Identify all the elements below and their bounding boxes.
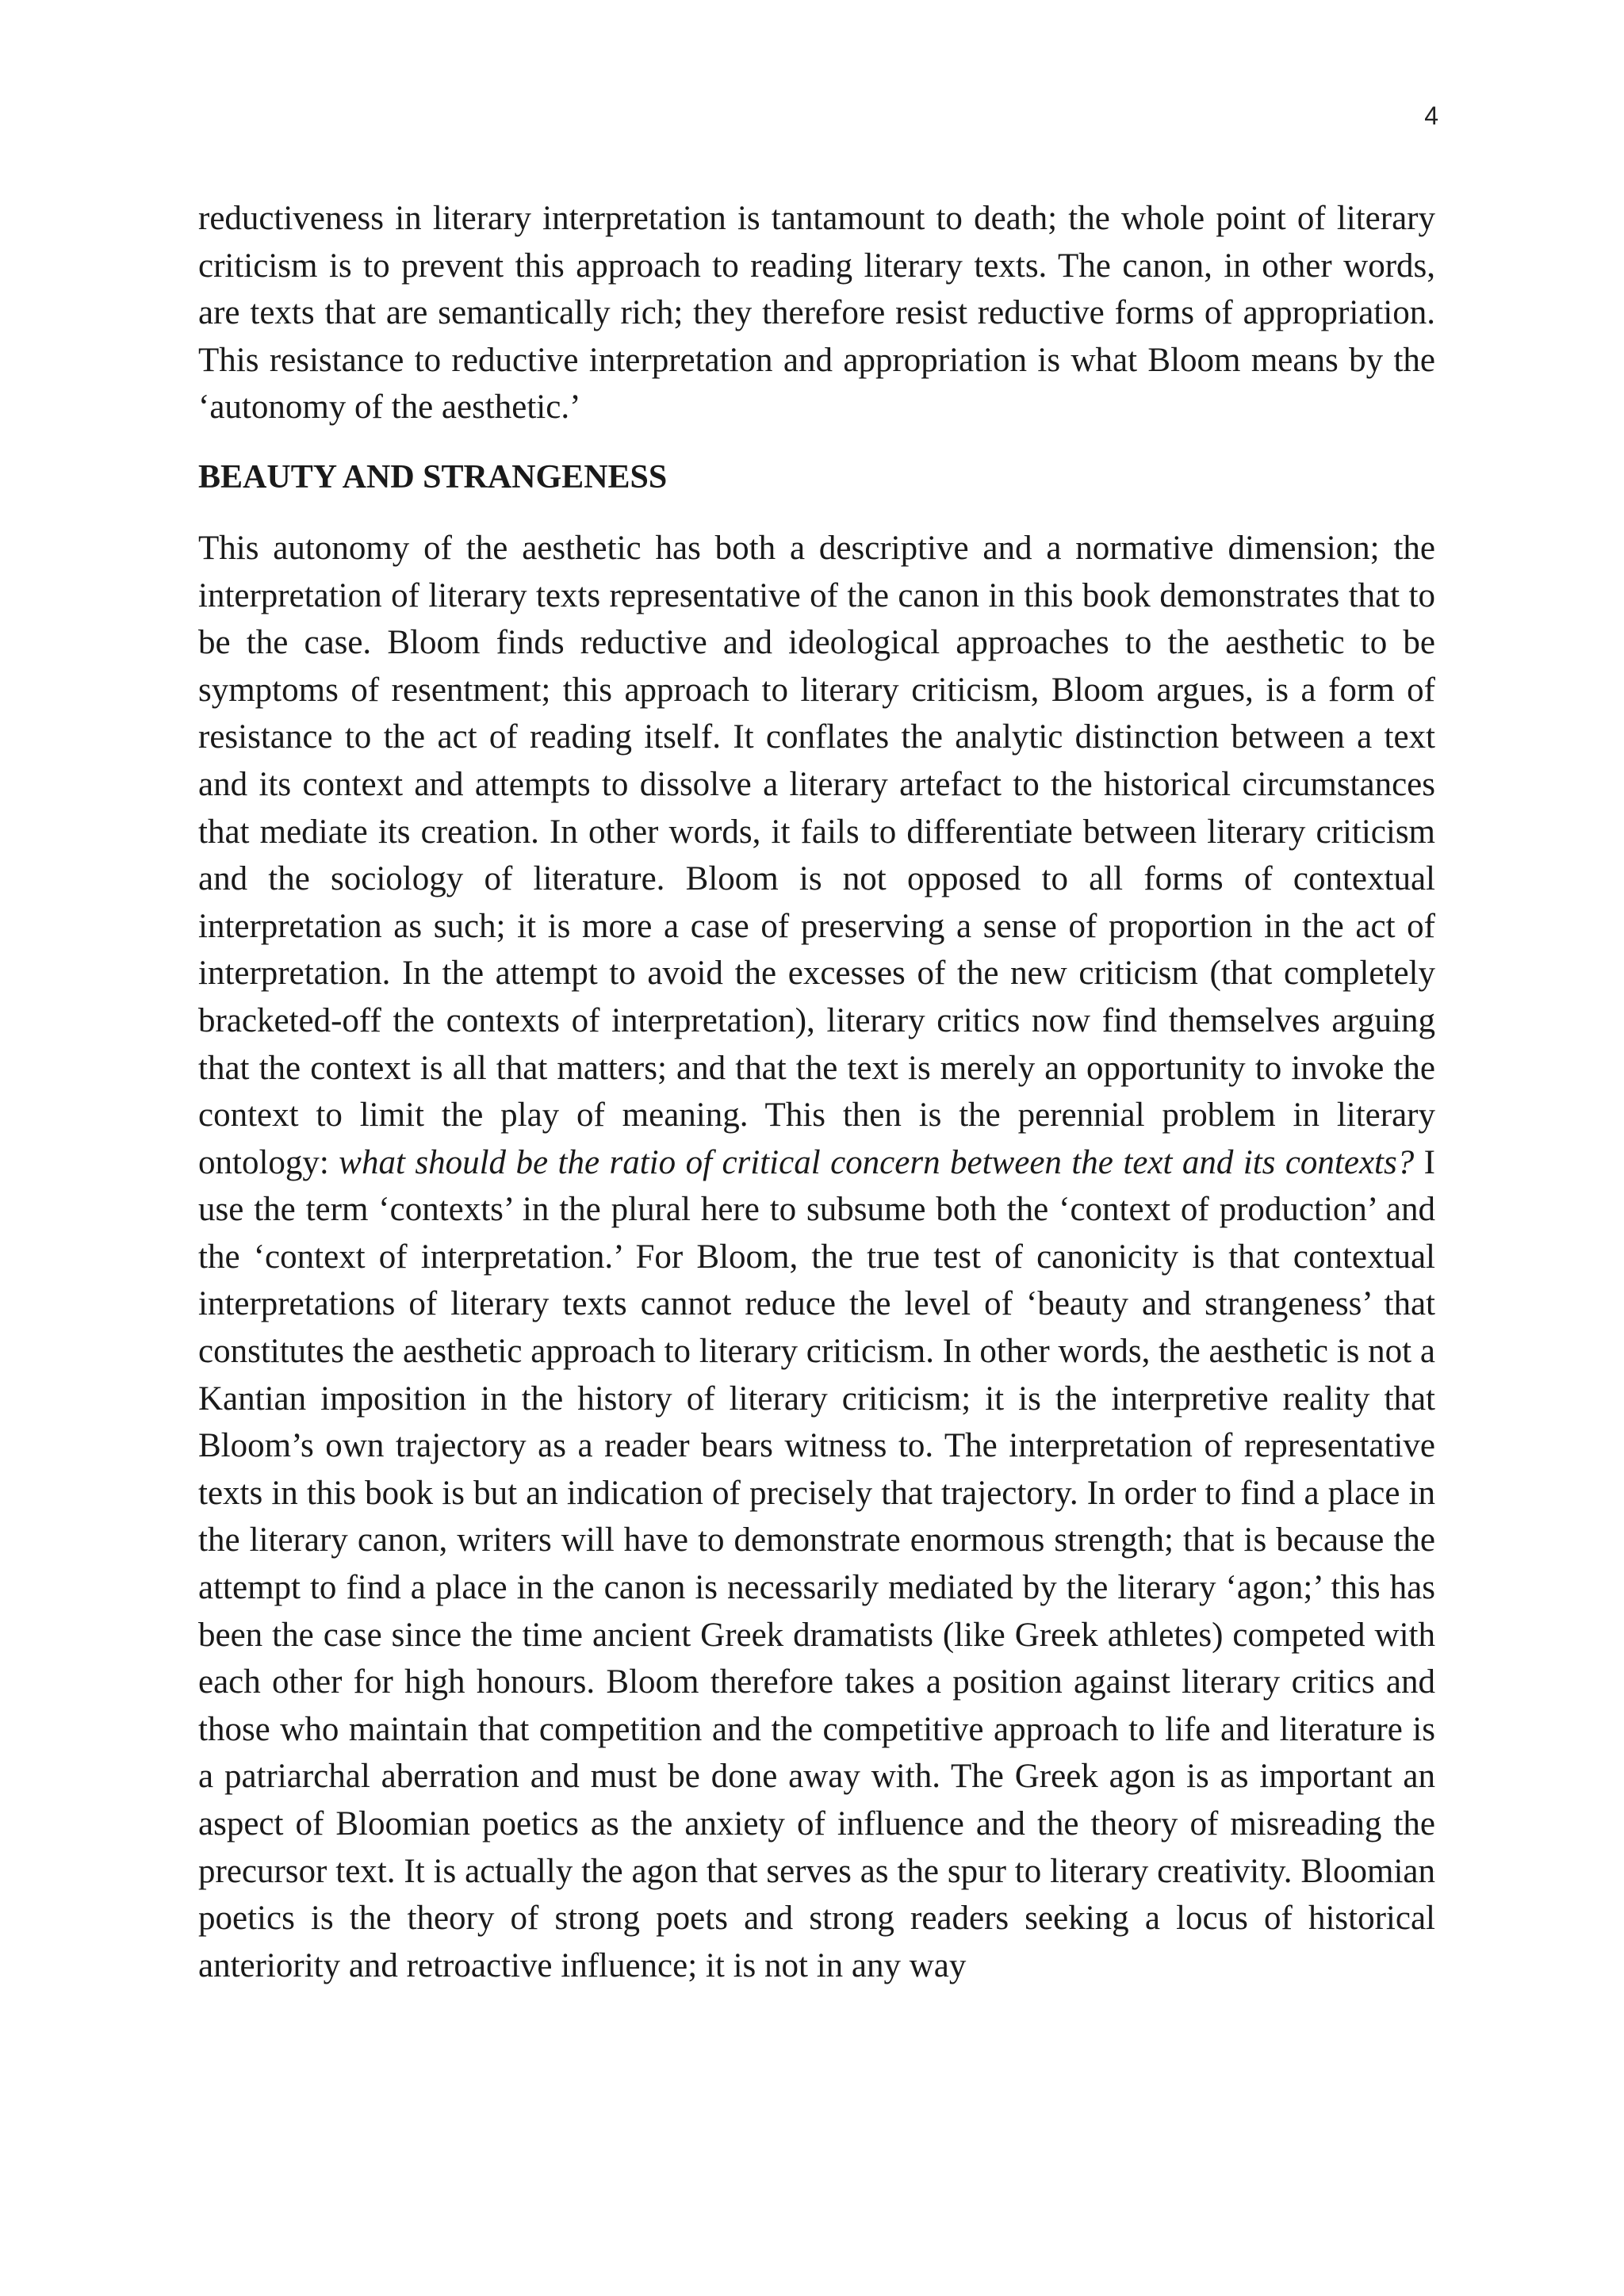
paragraph-continued: reductiveness in literary interpretation is tantamount to death; the whole point of literary criticism is to prevent this approach to reading literary texts. The canon, in other words, are texts that are semantically rich; they therefore resist reductive forms of appropriation. This resistance to reductive interpretation and appropriation is what Bloom means by the ‘autonomy of the aesthetic.’ <box>198 200 1435 427</box>
paragraph-text-start: This autonomy of the aesthetic has both a descriptive and a normative dimension; the interpretation of literary texts representative of the canon in this book demonstrates that to be the case. Bloom finds reductive and ideological approaches to the aesthetic to be symptoms of resentment; this approach to literary criticism, Bloom argues, is a form of resistance to the act of reading itself. It conflates the analytic distinction between a text and its context and attempts to dissolve a literary artefact to the historical circumstances that mediate its creation. In other words, it fails to differentiate between literary criticism and the sociology of literature. Bloom is not opposed to all forms of contextual interpretation as such; it is more a case of preserving a sense of proportion in the act of interpretation. In the attempt to avoid the excesses of the new criticism (that completely bracketed-off the contexts of interpretation), literary critics now find themselves arguing that the context is all that matters; and that the text is merely an opportunity to invoke the context to limit the play of meaning. This then is the perennial problem in literary ontology: <box>198 529 1435 1181</box>
page-content <box>198 195 1435 1989</box>
paragraph-text-end: I use the term ‘contexts’ in the plural here to subsume both the ‘context of production’ and the ‘context of interpretation.’ For Bloom, the true test of canonicity is that contextual interpretations of literary texts cannot reduce the level of ‘beauty and strangeness’ that constitutes the aesthetic approach to literary criticism. In other words, the aesthetic is not a Kantian imposition in the history of literary criticism; it is the interpretive reality that Bloom’s own trajectory as a reader bears witness to. The interpretation of representative texts in this book is but an indication of precisely that trajectory. In order to find a place in the literary canon, writers will have to demonstrate enormous strength; that is because the attempt to find a place in the canon is necessarily mediated by the literary ‘agon;’ this has been the case since the time ancient Greek dramatists (like Greek athletes) competed with each other for high honours. Bloom therefore takes a position against literary critics and those who maintain that competition and the competitive approach to life and literature is a patriarchal aberration and must be done away with. The Greek agon is as important an aspect of Bloomian poetics as the anxiety of influence and the theory of misreading the precursor text. It is actually the agon that serves as the spur to literary creativity. Bloomian poetics is the theory of strong poets and strong readers seeking a locus of historical anteriority and retroactive influence; it is not in any way <box>198 1143 1435 1984</box>
section-heading: BEAUTY AND STRANGENESS <box>198 458 668 496</box>
page-number: 4 <box>1424 101 1438 130</box>
paragraph-beauty-and-strangeness <box>198 525 1435 1989</box>
italic-question: what should be the ratio of critical concern between the text and its contexts? <box>339 1143 1415 1181</box>
